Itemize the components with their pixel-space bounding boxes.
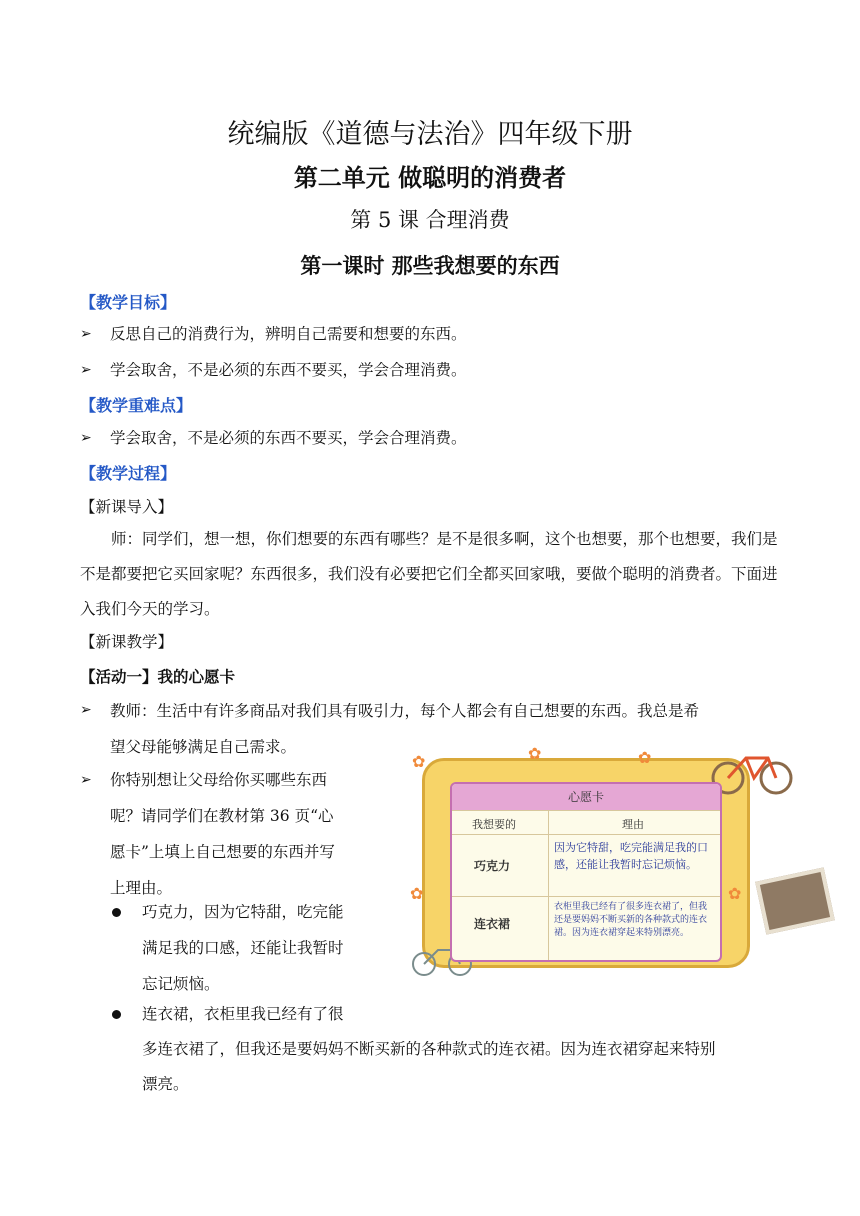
- activity-heading: 【活动一】我的心愿卡: [80, 668, 236, 686]
- dot-text: 多连衣裙了，但我还是要妈妈不断买新的各种款式的连衣裙。因为连衣裙穿起来特别: [142, 1040, 716, 1058]
- arrow-bullet-icon: ➢: [80, 326, 92, 342]
- process-heading: 【教学过程】: [80, 464, 177, 483]
- goal-item: 学会取舍，不是必须的东西不要买，学会合理消费。: [110, 361, 467, 379]
- goals-heading: 【教学目标】: [80, 293, 177, 312]
- dot-text: 巧克力，因为它特甜，吃完能 满足我的口感，还能让我暂时 忘记烦恼。: [142, 903, 344, 993]
- key-points-heading: 【教学重难点】: [80, 396, 193, 415]
- card-item: 连衣裙: [474, 917, 511, 931]
- col-reason-label: 理由: [622, 818, 644, 831]
- intro-paragraph: 师：同学们，想一想，你们想要的东西有哪些？是不是很多啊，这个也想要，那个也想要，我们是不是都要把它买回家呢？东西很多，我们没有必要把它们全都买回家哦，要做个聪明的消费者。下面进入我们今天的学习。: [80, 530, 778, 618]
- book-title: 统编版《道德与法治》四年级下册: [227, 119, 633, 150]
- key-point-item: 学会取舍，不是必须的东西不要买，学会合理消费。: [110, 429, 467, 447]
- flower-icon: ✿: [728, 884, 742, 903]
- dot-bullet-icon: [112, 908, 121, 917]
- wish-card: [450, 782, 722, 962]
- dot-text: 连衣裙，衣柜里我已经有了很: [142, 1005, 344, 1023]
- intro-heading: 【新课导入】: [80, 498, 174, 516]
- lesson-title: 第 5 课 合理消费: [350, 208, 510, 232]
- period-title: 第一课时 那些我想要的东西: [300, 253, 560, 278]
- chalkboard-icon: [755, 867, 835, 934]
- arrow-bullet-icon: ➢: [80, 772, 92, 788]
- card-row: [452, 834, 720, 897]
- arrow-bullet-icon: ➢: [80, 702, 92, 718]
- teaching-heading: 【新课教学】: [80, 633, 174, 651]
- wish-card-title: 心愿卡: [452, 784, 720, 810]
- card-header-row: [452, 810, 720, 835]
- flower-icon: ✿: [412, 752, 426, 771]
- card-reason: 因为它特甜，吃完能满足我的口感，还能让我暂时忘记烦恼。: [554, 841, 708, 871]
- card-item: 巧克力: [474, 859, 511, 873]
- bullet-text: 你特别想让父母给你买哪些东西 呢？请同学们在教材第 36 页“心 愿卡”上填上自己想要的东西并写 上理由。: [110, 771, 335, 897]
- dot-bullet-icon: [112, 1010, 121, 1019]
- flower-icon: ✿: [528, 744, 542, 763]
- bullet-text: 教师：生活中有许多商品对我们具有吸引力，每个人都会有自己想要的东西。我总是希 望父母能够满足自己需求。: [110, 702, 700, 756]
- unit-title: 第二单元 做聪明的消费者: [293, 164, 567, 192]
- arrow-bullet-icon: ➢: [80, 430, 92, 446]
- wish-card-illustration: [408, 734, 828, 984]
- col-want-label: 我想要的: [472, 818, 516, 831]
- arrow-bullet-icon: ➢: [80, 362, 92, 378]
- card-row: [452, 896, 720, 961]
- dot-text: 漂亮。: [142, 1075, 189, 1093]
- flower-icon: ✿: [410, 884, 424, 903]
- goal-item: 反思自己的消费行为，辨明自己需要和想要的东西。: [110, 325, 467, 343]
- flower-icon: ✿: [638, 748, 652, 767]
- card-reason: 衣柜里我已经有了很多连衣裙了，但我还是要妈妈不断买新的各种款式的连衣裙。因为连衣裙穿起来特别漂亮。: [554, 902, 708, 938]
